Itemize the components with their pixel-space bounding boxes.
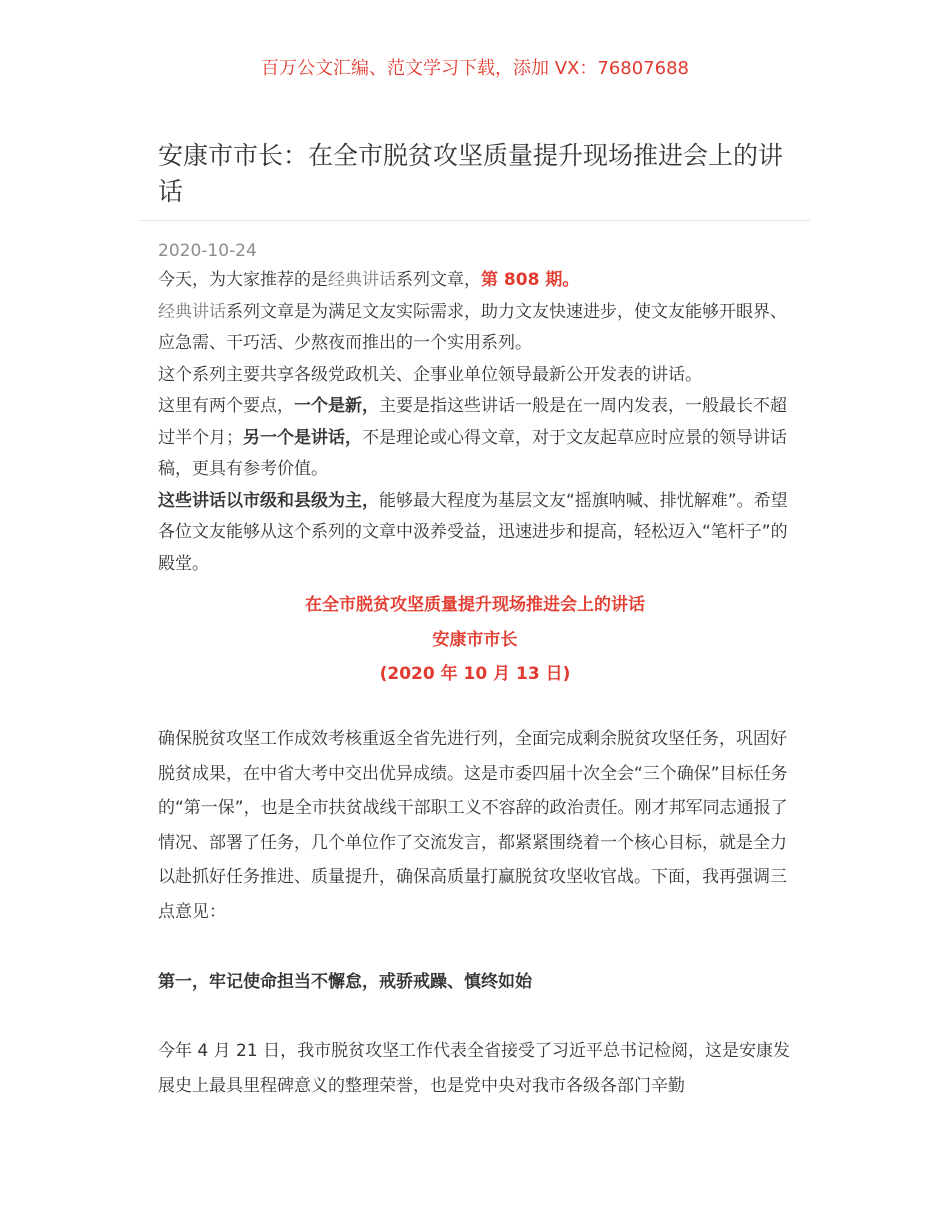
speech-title: 在全市脱贫攻坚质量提升现场推进会上的讲话 bbox=[305, 595, 645, 615]
intro-paragraph-1 bbox=[158, 265, 798, 297]
intro-paragraph-3: 这个系列主要共享各级党政机关、企事业单位领导最新公开发表的讲话。 bbox=[158, 364, 702, 385]
intro-p4-pre: 这里有两个要点， bbox=[158, 396, 294, 416]
intro-p1-pre: 今天，为大家推荐的是 bbox=[158, 270, 328, 290]
intro-p5-bold: 这些讲话以市级和县级为主， bbox=[158, 490, 379, 511]
series-name: 经典讲话 bbox=[158, 301, 226, 322]
speech-header bbox=[0, 588, 950, 692]
intro-p5-text: 能够最大程度为基层文友“摇旗呐喊、排忧解难”。希望各位文友能够从这个系列的文章中汲养受益，迅速进步和提高，轻松迈入“笔杆子”的殿堂。 bbox=[158, 490, 788, 574]
intro-p1-mid: 系列文章， bbox=[396, 270, 481, 290]
intro-paragraph-5 bbox=[158, 486, 798, 581]
intro-paragraph-2 bbox=[158, 297, 798, 360]
series-name: 经典讲话 bbox=[328, 270, 396, 290]
intro-p4-bold-2: 另一个是讲话， bbox=[243, 427, 362, 448]
speech-speaker: 安康市市长 bbox=[432, 629, 518, 650]
section-heading-1: 第一，牢记使命担当不懈怠，戒骄戒躁、慎终如始 bbox=[158, 972, 532, 992]
intro-paragraph-4 bbox=[158, 391, 798, 486]
issue-number: 第 808 期。 bbox=[481, 270, 580, 290]
intro-p4-post: 不是理论或心得文章，对于文友起草应时应景的领导讲话稿，更具有参考价值。 bbox=[158, 427, 787, 479]
promo-banner: 百万公文汇编、范文学习下载，添加 VX：76807688 bbox=[261, 58, 689, 79]
title-divider bbox=[140, 220, 810, 221]
speech-paragraph-2: 今年 4 月 21 日，我市脱贫攻坚工作代表全省接受了习近平总书记检阅，这是安康发展史上最具里程碑意义的整理荣誉，也是党中央对我市各级各部门辛勤 bbox=[158, 1041, 791, 1096]
intro-p2-text: 系列文章是为满足文友实际需求，助力文友快速进步，使文友能够开眼界、应急需、干巧活、少熬夜而推出的一个实用系列。 bbox=[158, 301, 787, 353]
intro-p4-bold-1: 一个是新， bbox=[294, 396, 379, 416]
intro-p4-mid: 主要是指这些讲话一般是在一周内发表，一般最长不超过半个月； bbox=[158, 396, 787, 448]
intro-section bbox=[158, 265, 798, 580]
article-date: 2020-10-24 bbox=[158, 241, 257, 261]
speech-date: (2020 年 10 月 13 日) bbox=[379, 664, 571, 684]
article-title: 安康市市长：在全市脱贫攻坚质量提升现场推进会上的讲话 bbox=[158, 141, 784, 206]
speech-paragraph-1: 确保脱贫攻坚工作成效考核重返全省先进行列，全面完成剩余脱贫攻坚任务，巩固好脱贫成果，在中省大考中交出优异成绩。这是市委四届十次全会“三个确保”目标任务的“第一保”，也是全市扶贫战线干部职工义不容辞的政治责任。刚才邦军同志通报了情况、部署了任务，几个单位作了交流发言，都紧紧围绕着一个核心目标，就是全力以赴抓好任务推进、质量提升，确保高质量打赢脱贫攻坚收官战。下面，我再强调三点意见： bbox=[158, 729, 788, 922]
